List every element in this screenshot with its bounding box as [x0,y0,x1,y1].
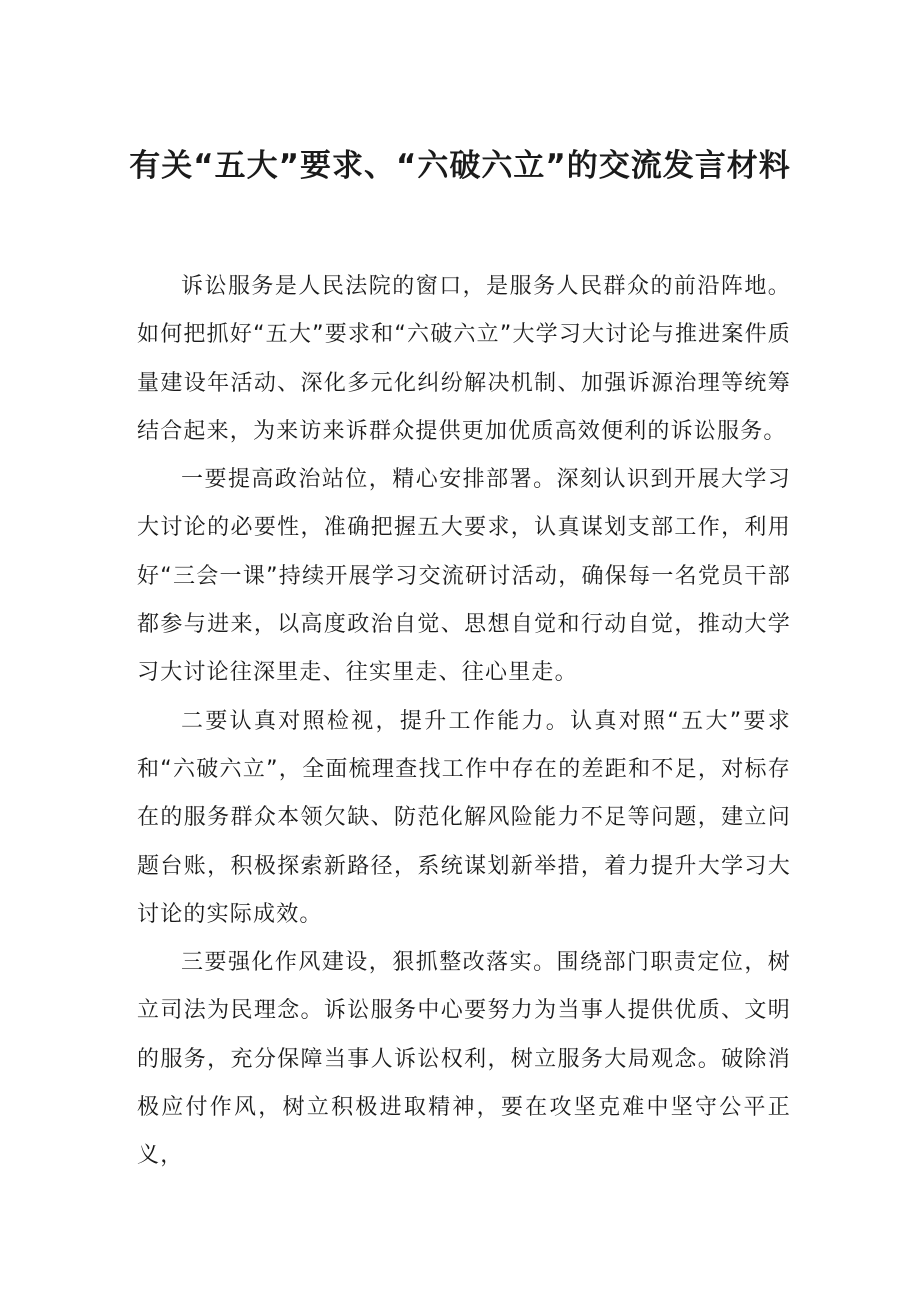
paragraph-two: 二要认真对照检视，提升工作能力。认真对照“五大”要求和“六破六立”，全面梳理查找工作中存在的差距和不足，对标存在的服务群众本领欠缺、防范化解风险能力不足等问题，建立问题台账，积极探索新路径，系统谋划新举措，着力提升大学习大讨论的实际成效。 [137,708,791,927]
document-body [137,263,791,1181]
paragraph-one: 一要提高政治站位，精心安排部署。深刻认识到开展大学习大讨论的必要性，准确把握五大要求，认真谋划支部工作，利用好“三会一课”持续开展学习交流研讨活动，确保每一名党员干部都参与进来，以高度政治自觉、思想自觉和行动自觉，推动大学习大讨论往深里走、往实里走、往心里走。 [137,467,791,686]
paragraph-intro: 诉讼服务是人民法院的窗口，是服务人民群众的前沿阵地。如何把抓好“五大”要求和“六破六立”大学习大讨论与推进案件质量建设年活动、深化多元化纠纷解决机制、加强诉源治理等统筹结合起来，为来访来诉群众提供更加优质高效便利的诉讼服务。 [137,274,791,444]
paragraph-three: 三要强化作风建设，狠抓整改落实。围绕部门职责定位，树立司法为民理念。诉讼服务中心要努力为当事人提供优质、文明的服务，充分保障当事人诉讼权利，树立服务大局观念。破除消极应付作风，树立积极进取精神，要在攻坚克难中坚守公平正义， [137,950,791,1169]
document-title: 有关“五大”要求、“六破六立”的交流发言材料 [129,148,791,184]
